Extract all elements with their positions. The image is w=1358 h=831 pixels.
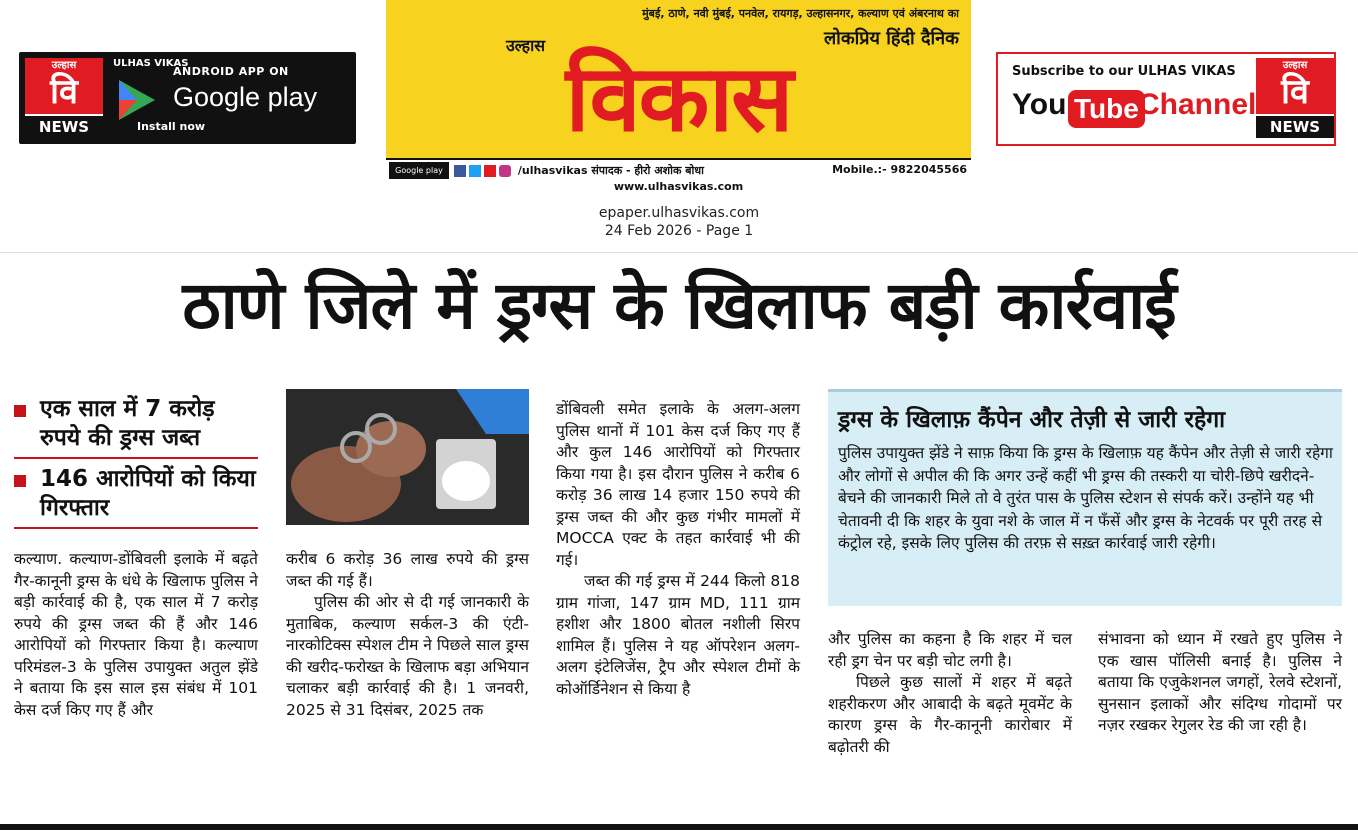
youtube-channel-badge[interactable] [996,52,1336,146]
ulhas-vikas-news-logo [25,58,103,138]
highlight-text: एक साल में 7 करोड़ रुपये की ड्रग्स जब्त [40,396,215,451]
epaper-site[interactable]: epaper.ulhasvikas.com [598,205,760,221]
highlight-divider [14,457,258,459]
mobile-number: Mobile.:- 9822045566 [832,163,967,176]
masthead-brand-title: विकास [565,45,792,152]
facebook-icon[interactable] [454,165,466,177]
logo-letter: वि [50,72,78,112]
youtube-icon[interactable] [484,165,496,177]
editor-credit: /ulhasvikas संपादक - हीरो अशोक बोधा [517,164,704,177]
masthead-tagline: लोकप्रिय हिंदी दैनिक [823,28,959,49]
article-column-1 [14,549,258,721]
article-column-4 [828,629,1072,758]
highlight-text: 146 आरोपियों को किया गिरफ्तार [40,466,256,521]
article-paragraph: जब्त की गई ड्रग्स में 244 किलो 818 ग्राम गांजा, 147 ग्राम MD, 111 ग्राम हशीश और 1800 बोतल नशीली सिरप शामिल हैं। पुलिस ने यह ऑपरेशन अलग-अलग इंटेलिजेंस, ट्रैप और स्पेशल टीमों के कोऑर्डिनेशन से किया है [556,572,800,698]
article-paragraph: डोंबिवली समेत इलाके के अलग-अलग पुलिस थानों में 101 केस दर्ज किए गए हैं और कुल 146 आरोपियों को गिरफ्तार किया गया है। इस दौरान पुलिस ने करीब 6 करोड़ 36 लाख 14 हजार 150 रुपये की ड्रग्स जब्त की और कुछ गंभीर मामलों में MOCCA एक्ट के तहत कार्रवाई भी की गई। [556,400,800,569]
page-bottom-rule [0,824,1358,830]
article-paragraph: करीब 6 करोड़ 36 लाख रुपये की ड्रग्स जब्त की गई हैं। [286,550,529,590]
article-column-5 [1098,629,1342,737]
newspaper-page [0,252,1358,831]
sidebar-box [828,389,1342,606]
article-column-3 [556,399,800,700]
logo-letter: वि [1281,72,1309,112]
masthead-website[interactable]: www.ulhasvikas.com [613,180,744,193]
android-app-badge[interactable] [19,52,356,144]
google-play-label: Google play [173,82,318,112]
masthead-info-strip [386,158,971,182]
handcuffs-drugs-photo [286,389,529,525]
bullet-square-icon [14,475,26,487]
install-now-label: Install now [137,120,206,133]
logo-small-text: उल्हास [51,60,77,71]
edition-dateline [0,204,1358,240]
youtube-you-text: You [1012,88,1067,121]
social-editor-line [454,163,704,178]
sidebar-box-text: पुलिस उपायुक्त झेंडे ने साफ़ किया कि ड्रग्स के खिलाफ़ यह कैंपेन और तेज़ी से जारी रहेगा और लोगों से अपील की कि अगर उन्हें कहीं भी ड्रग्स की तस्करी या चोरी-छिपे खरीदने-बेचने की जानकारी मिले तो वे तुरंत पास के पुलिस स्टेशन से संपर्क करें। उन्होंने यह भी चेतावनी दी कि शहर के युवा नशे के जाल में न फँसें और ड्रग्स के नेटवर्क पर पूरी तरह से कंट्रोल रहे, इसके लिए पुलिस की तरफ़ से सख़्त कार्रवाई जारी रहेगी। [838,444,1333,552]
masthead-brand-small: उल्हास [506,36,546,55]
article-column-2 [286,549,529,721]
app-brand-name: ULHAS VIKAS [113,58,189,69]
logo-news-text: NEWS [1256,116,1334,138]
article-paragraph: संभावना को ध्यान में रखते हुए पुलिस ने एक खास पॉलिसी बनाई है। पुलिस ने बताया कि एजुकेशनल जगहों, रेलवे स्टेशनों, सुनसान इलाकों और संदिग्ध गोदामों पर नज़र रखकर रेगुलर रेड की जा रही है। [1098,630,1342,734]
highlight-item [14,395,258,453]
date-page-label: 24 Feb 2026 - Page 1 [604,223,754,239]
article-paragraph: पुलिस की ओर से दी गई जानकारी के मुताबिक, कल्याण सर्कल-3 की एंटी-नारकोटिक्स स्पेशल टीम ने पिछले साल ड्रग्स की खरीद-फरोख्त के खिलाफ बड़ा अभियान चलाकर बड़ी कार्रवाई की है। 1 जनवरी, 2025 से 31 दिसंबर, 2025 तक [286,593,529,719]
highlight-item [14,465,258,523]
google-play-mini-badge[interactable]: Google play [389,162,449,179]
logo-small-text: उल्हास [1282,60,1308,71]
article-paragraph: और पुलिस का कहना है कि शहर में चल रही ड्रग चेन पर बड़ी चोट लगी है। [828,630,1072,670]
android-app-on-text: ANDROID APP ON [173,65,289,78]
logo-news-text: NEWS [25,116,103,138]
instagram-icon[interactable] [499,165,511,177]
handcuffs-drugs-illustration [286,389,529,525]
article-highlights [14,395,258,535]
newspaper-masthead [386,0,971,196]
editions-line: मुंबई, ठाणे, नवी मुंबई, पनवेल, रायगड़, उल्हासनगर, कल्याण एवं अंबरनाथ का [642,7,959,20]
sidebar-box-title: ड्रग्स के खिलाफ़ कैंपेन और तेज़ी से जारी रहेगा [838,407,1226,433]
article-paragraph: पिछले कुछ सालों में शहर में बढ़ते शहरीकरण और आबादी के बढ़ते मूवमेंट के कारण ड्रग्स के गैर-कानूनी कारोबार में बढ़ोतरी की [828,673,1072,756]
article-paragraph: कल्याण. कल्याण-डोंबिवली इलाके में बढ़ते गैर-कानूनी ड्रग्स के धंधे के खिलाफ पुलिस ने बड़ी कार्रवाई की है, एक साल में 7 करोड़ रुपये की ड्रग्स जब्त की हैं और 146 आरोपियों को गिरफ्तार किया है। कल्याण परिमंडल-3 के पुलिस उपायुक्त अतुल झेंडे ने बताया कि इस साल इस संबंध में 101 केस दर्ज किए गए हैं और [14,550,258,719]
youtube-tube-text: Tube [1068,90,1145,128]
bullet-square-icon [14,405,26,417]
twitter-icon[interactable] [469,165,481,177]
ulhas-vikas-news-logo-right [1256,58,1334,138]
youtube-channel-text: Channel [1138,88,1257,121]
subscribe-text: Subscribe to our ULHAS VIKAS [1012,64,1236,79]
article-headline: ठाणे जिले में ड्रग्स के खिलाफ बड़ी कार्रवाई [182,267,1176,344]
highlight-divider [14,527,258,529]
